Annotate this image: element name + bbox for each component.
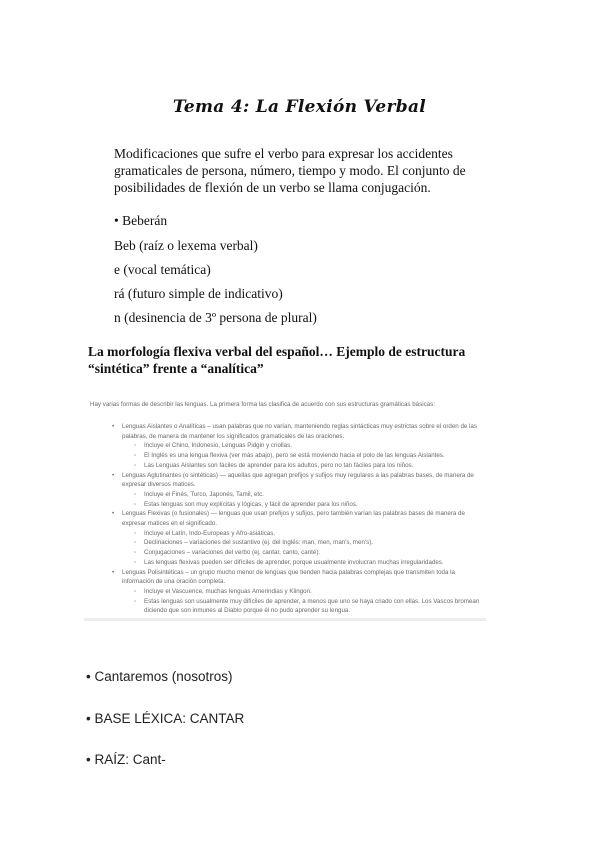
- example-word: • Beberán: [114, 213, 168, 228]
- list-item: ◦ Incluye el Latín, Indo-Europeas y Afro-asiáticas.: [84, 529, 480, 539]
- list-item: ◦ Las Lenguas Aislantes son fáciles de aprender para los adultos, pero no tan fáciles para los niños.: [84, 461, 480, 471]
- example-part-ending: n (desinencia de 3º persona de plural): [114, 310, 317, 325]
- embedded-screenshot: [84, 392, 486, 621]
- example-part-vowel: e (vocal temática): [114, 262, 211, 277]
- language-type-list: [84, 422, 486, 616]
- list-item: ◦ Conjugaciones – variaciones del verbo (ej. cantar, canto, canté).: [84, 548, 480, 558]
- list-item: • Lenguas Flexivas (o fusionales) — lenguas que usan prefijos y sufijos, pero también varían las palabras bases de manera de expresar matices en el significado.: [84, 509, 480, 528]
- list-item: • Lenguas Aglutinantes (o sintéticas) — aquellas que agregan prefijos y sufijos muy regulares a las palabras bases, de manera de expresar diversos matices.: [84, 471, 480, 490]
- example-part-root: Beb (raíz o lexema verbal): [114, 238, 258, 253]
- list-item: ◦ Incluye el Finés, Turco, Japonés, Tamil, etc.: [84, 490, 480, 500]
- list-item: ◦ Declinaciones – variaciones del sustantivo (ej. del Inglés: man, men, man's, men's).: [84, 538, 480, 548]
- list-item: ◦ Estas lenguas son usualmente muy difíciles de aprender, a menos que uno se haya criado con ellas. Los Vascos bromean diciendo que son inmunes al Diablo porque él no pudo aprender su lengua.: [84, 597, 480, 616]
- section-heading: La morfología flexiva verbal del español… Ejemplo de estructura “sintética” frente a “analítica”: [88, 344, 466, 376]
- list-item: • Lenguas Aislantes o Analíticas – usan palabras que no varían, manteniendo reglas sintácticas muy estrictas sobre el orden de las palabras, de manera de mantener los significados gramaticales de las oraciones.: [84, 422, 480, 441]
- bottom-line-base-lexica: • BASE LÉXICA: CANTAR: [86, 711, 245, 726]
- page-title: Tema 4: La Flexión Verbal: [172, 97, 427, 117]
- screenshot-lead-text: Hay varias formas de describir las lenguas. La primera forma las clasifica de acuerdo con sus estructuras gramáticas básicas:: [90, 401, 435, 408]
- bottom-line-cantaremos: • Cantaremos (nosotros): [86, 669, 233, 684]
- list-item: ◦ Incluye el Chino, Indonesio, Lenguas Pidgin y criollas.: [84, 441, 480, 451]
- list-item: • Lenguas Polisintéticas – un grupo mucho menor de lenguas que tienden hacia palabras complejas que transmiten toda la información de una oración completa.: [84, 568, 480, 587]
- list-item: ◦ Las lenguas flexivas pueden ser difíciles de aprender, porque usualmente involucran muchas irregularidades.: [84, 558, 480, 568]
- example-part-tense: rá (futuro simple de indicativo): [114, 286, 283, 301]
- list-item: ◦ Estas lenguas son muy explícitas y lógicas, y fácil de aprender para los niños.: [84, 500, 480, 510]
- bottom-line-raiz: • RAÍZ: Cant-: [86, 752, 166, 767]
- intro-paragraph: Modificaciones que sufre el verbo para expresar los accidentes gramaticales de persona, número, tiempo y modo. El conjunto de posibilidades de flexión de un verbo se llama conjugación.: [114, 146, 466, 195]
- list-item: ◦ El Inglés es una lengua flexiva (ver más abajo), pero se está moviendo hacia el polo de las lenguas Aislantes.: [84, 451, 480, 461]
- list-item: ◦ Incluye el Vascuence, muchas lenguas Amerindias y Klingon.: [84, 587, 480, 597]
